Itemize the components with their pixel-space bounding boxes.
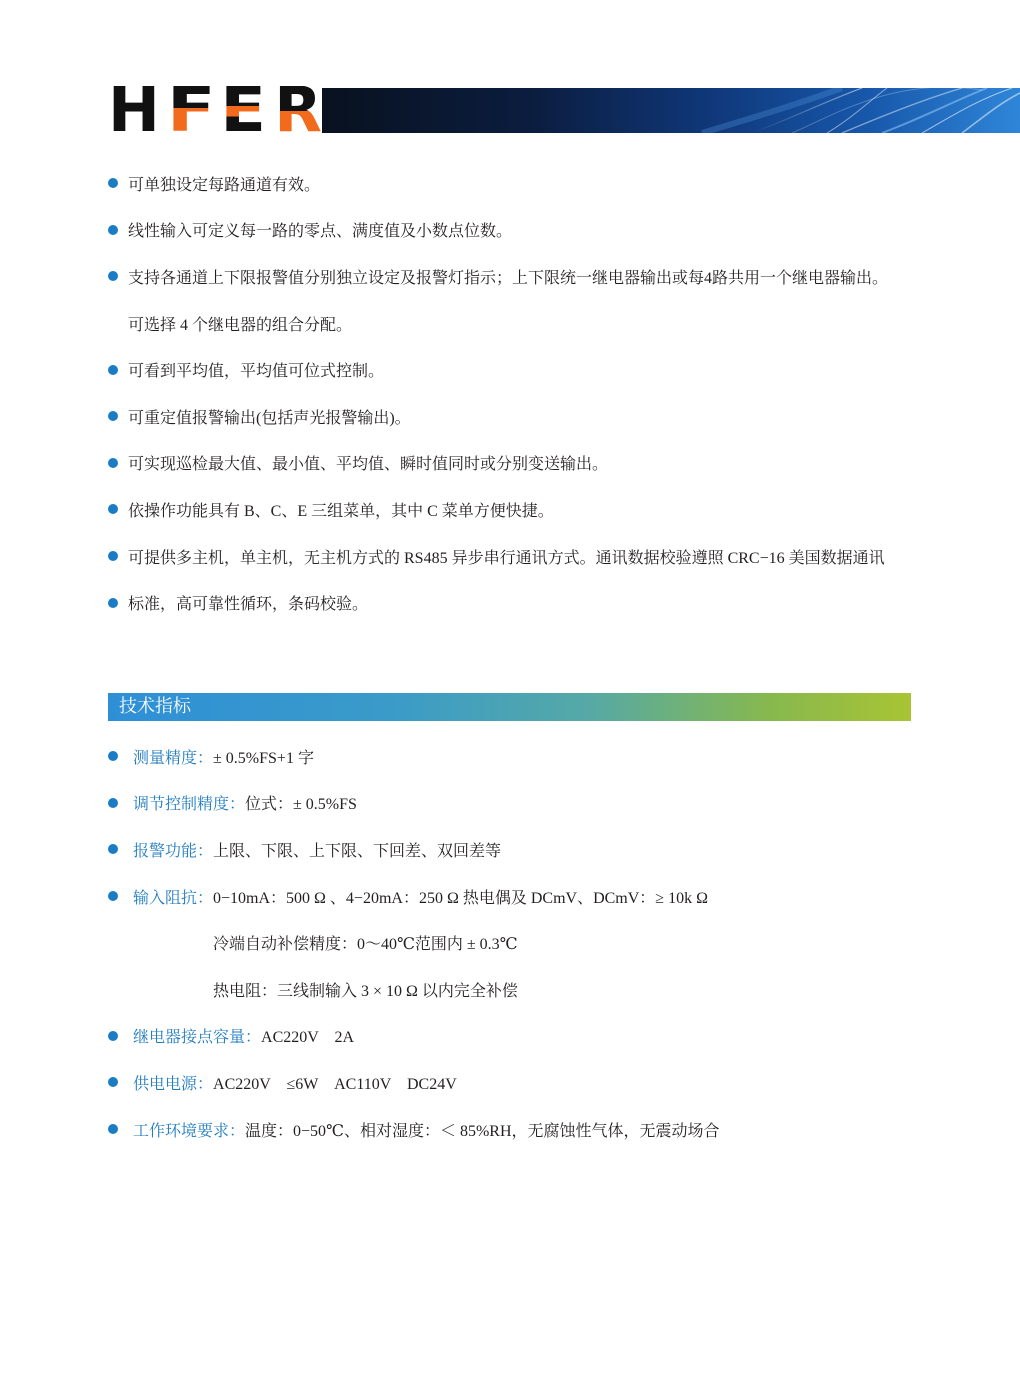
bullet-dot-icon xyxy=(108,458,118,468)
bullet-dot-icon xyxy=(108,891,118,901)
feature-text: 线性输入可定义每一路的零点、满度值及小数点位数。 xyxy=(128,223,513,241)
feature-item xyxy=(108,160,920,207)
feature-text: 标准，高可靠性循环，条码校验。 xyxy=(128,596,369,614)
spec-item xyxy=(108,826,920,873)
section-header-bar xyxy=(108,693,911,721)
spec-value: 位式：± 0.5%FS xyxy=(245,796,357,814)
bullet-dot-icon xyxy=(108,798,118,808)
logo-letter-h: H xyxy=(108,73,160,146)
feature-item-continuation xyxy=(108,300,920,347)
header-banner xyxy=(322,88,1020,133)
spec-list xyxy=(108,733,920,1152)
spec-value: AC220V ≤6W AC110V DC24V xyxy=(213,1075,457,1093)
bullet-dot-icon xyxy=(108,225,118,235)
bullet-dot-icon xyxy=(108,411,118,421)
feature-text: 可实现巡检最大值、最小值、平均值、瞬时值同时或分别变送输出。 xyxy=(128,456,609,474)
feature-text: 可看到平均值，平均值可位式控制。 xyxy=(128,363,385,381)
feature-text: 支持各通道上下限报警值分别独立设定及报警灯指示；上下限统一继电器输出或每4路共用一个继电器输出。 xyxy=(128,269,889,287)
spec-item-continuation xyxy=(108,919,920,966)
bullet-dot-icon xyxy=(108,551,118,561)
spec-item xyxy=(108,1013,920,1060)
bullet-dot-icon xyxy=(108,365,118,375)
feature-text: 可提供多主机，单主机，无主机方式的 RS485 异步串行通讯方式。通讯数据校验遵照 CRC−16 美国数据通讯 xyxy=(128,549,885,567)
bullet-dot-icon xyxy=(108,1124,118,1134)
spec-value: 温度：0−50℃、相对湿度：＜ 85%RH，无腐蚀性气体，无震动场合 xyxy=(245,1122,720,1140)
bullet-dot-icon xyxy=(108,598,118,608)
spec-item xyxy=(108,1059,920,1106)
feature-item xyxy=(108,253,920,300)
bullet-dot-icon xyxy=(108,751,118,761)
bullet-dot-icon xyxy=(108,1077,118,1087)
feature-item xyxy=(108,579,920,626)
feature-item xyxy=(108,533,920,580)
bullet-dot-icon xyxy=(108,271,118,281)
bullet-dot-icon xyxy=(108,178,118,188)
bullet-dot-icon xyxy=(108,504,118,514)
spec-item xyxy=(108,873,920,920)
spec-label: 输入阻抗： xyxy=(133,889,214,907)
spec-label: 报警功能： xyxy=(133,842,214,860)
feature-item xyxy=(108,207,920,254)
spec-item xyxy=(108,733,920,780)
spec-value: ± 0.5%FS+1 字 xyxy=(213,749,314,767)
spec-value: 冷端自动补偿精度：0～40℃范围内 ± 0.3℃ xyxy=(213,936,518,954)
feature-item xyxy=(108,440,920,487)
logo-letter-e: E xyxy=(220,73,267,146)
spec-label: 调节控制精度： xyxy=(133,796,246,814)
spec-value: 热电阻：三线制输入 3 × 10 Ω 以内完全补偿 xyxy=(213,982,518,1000)
feature-item xyxy=(108,346,920,393)
spec-value: AC220V 2A xyxy=(261,1029,355,1047)
spec-label: 供电电源： xyxy=(133,1075,214,1093)
feature-item xyxy=(108,486,920,533)
spec-item xyxy=(108,780,920,827)
feature-text: 可单独设定每路通道有效。 xyxy=(128,176,321,194)
spec-value: 上限、下限、上下限、下回差、双回差等 xyxy=(213,842,502,860)
spec-label: 工作环境要求： xyxy=(133,1122,246,1140)
logo-letter-f: F xyxy=(166,73,216,146)
brand-logo xyxy=(108,73,322,146)
feature-text: 可选择 4 个继电器的组合分配。 xyxy=(128,316,353,334)
bullet-dot-icon xyxy=(108,1031,118,1041)
bullet-dot-icon xyxy=(108,844,118,854)
logo-letter-r: R xyxy=(274,73,322,146)
feature-item xyxy=(108,393,920,440)
feature-list xyxy=(108,160,920,626)
spec-item xyxy=(108,1106,920,1153)
section-title: 技术指标 xyxy=(119,696,191,717)
spec-value: 0−10mA：500 Ω 、4−20mA：250 Ω 热电偶及 DCmV、DCmV：≥ 10k Ω xyxy=(213,889,708,907)
banner-streaks-graphic xyxy=(322,88,1020,133)
feature-text: 依操作功能具有 B、C、E 三组菜单，其中 C 菜单方便快捷。 xyxy=(128,502,554,520)
feature-text: 可重定值报警输出(包括声光报警输出)。 xyxy=(128,409,411,427)
spec-item-continuation xyxy=(108,966,920,1013)
spec-label: 测量精度： xyxy=(133,749,214,767)
spec-label: 继电器接点容量： xyxy=(133,1029,262,1047)
